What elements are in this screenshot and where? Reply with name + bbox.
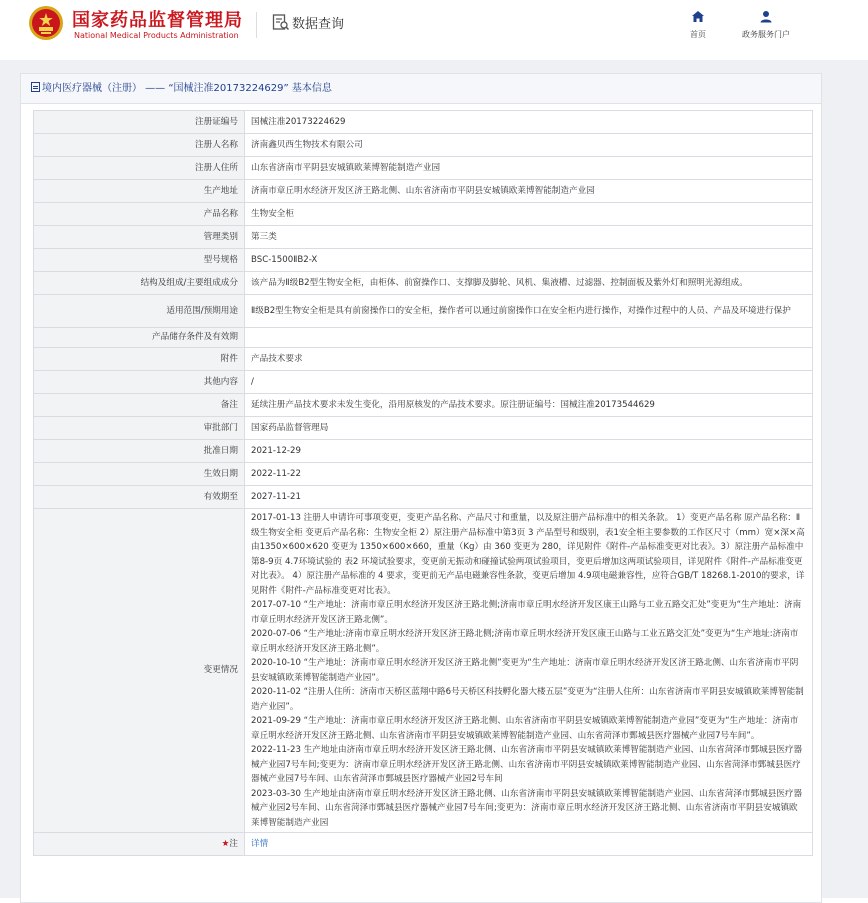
nav-home-label: 首页 — [690, 30, 706, 39]
row-value: 第三类 — [245, 226, 813, 249]
row-value: 产品技术要求 — [245, 348, 813, 371]
row-value: Ⅱ级B2型生物安全柜是具有前窗操作口的安全柜，操作者可以通过前窗操作口在安全柜内进行操作，对操作过程中的人员、产品及环境进行保护 — [245, 295, 813, 328]
row-label: 变更情况 — [34, 509, 245, 833]
row-value: 2021-12-29 — [245, 440, 813, 463]
row-label: 附件 — [34, 348, 245, 371]
row-label: 生产地址 — [34, 180, 245, 203]
row-label: 注册人名称 — [34, 134, 245, 157]
note-label: 注 — [229, 838, 238, 849]
emblem-logo-icon — [28, 5, 64, 41]
table-row — [34, 328, 813, 348]
row-label: 有效期至 — [34, 486, 245, 509]
site-header — [0, 0, 868, 60]
details-link[interactable]: 详情 — [251, 838, 269, 849]
table-row — [34, 295, 813, 328]
row-value: 济南鑫贝西生物技术有限公司 — [245, 134, 813, 157]
change-entry: 2020-07-06 “生产地址:济南市章丘明水经济开发区济王路北侧;济南市章丘明水经济开发区康王山路与工业五路交汇处”变更为“生产地址:济南市章丘明水经济开发区济王路北侧”。 — [251, 629, 799, 654]
table-row — [34, 348, 813, 371]
row-label: 产品储存条件及有效期 — [34, 328, 245, 348]
brand-name-cn: 国家药品监督管理局 — [72, 10, 243, 31]
table-row — [34, 371, 813, 394]
row-value: / — [245, 371, 813, 394]
row-value: BSC-1500ⅡB2-X — [245, 249, 813, 272]
row-label: 其他内容 — [34, 371, 245, 394]
change-entry: 2023-03-30 生产地址由济南市章丘明水经济开发区济王路北侧、山东省济南市平阴县安城镇欧莱博智能制造产业园、山东省菏泽市鄄城县医疗器械产业园2号车间、山东省菏泽市鄄城县医疗器械产业园7号车间;变更为：济南市章丘明水经济开发区济王路北侧、山东省济南市平阴县安城镇欧莱博智能制造产业园 — [251, 788, 803, 828]
row-value: 济南市章丘明水经济开发区济王路北侧、山东省济南市平阴县安城镇欧莱博智能制造产业园 — [245, 180, 813, 203]
change-entry: 2022-11-23 生产地址由济南市章丘明水经济开发区济王路北侧、山东省济南市平阴县安城镇欧莱博智能制造产业园、山东省菏泽市鄄城县医疗器械产业园7号车间;变更为：济南市章丘明水经济开发区济王路北侧、山东省济南市平阴县安城镇欧莱博智能制造产业园、山东省菏泽市鄄城县医疗器械产业园7号车间、山东省菏泽市鄄城县医疗器械产业园2号车间 — [251, 745, 803, 784]
panel-header — [21, 74, 821, 104]
nav-service-portal[interactable] — [730, 10, 802, 40]
header-divider — [256, 12, 257, 38]
change-entry: 2020-11-02 “注册人住所：济南市天桥区蓝翔中路6号天桥区科技孵化器大楼五层”变更为“注册人住所：山东省济南市平阴县安城镇欧莱博智能制造产业园”。 — [251, 687, 804, 712]
row-label: 生效日期 — [34, 463, 245, 486]
table-row-changes — [34, 509, 813, 833]
row-value: 2027-11-21 — [245, 486, 813, 509]
change-entry: 2017-07-10 “生产地址：济南市章丘明水经济开发区济王路北侧;济南市章丘明水经济开发区康王山路与工业五路交汇处”变更为“生产地址：济南市章丘明水经济开发区济王路北侧”。 — [251, 600, 802, 625]
row-value — [245, 833, 813, 856]
row-label — [34, 833, 245, 856]
row-label: 产品名称 — [34, 203, 245, 226]
detail-panel — [20, 73, 822, 903]
row-value: 2022-11-22 — [245, 463, 813, 486]
user-icon — [759, 10, 773, 23]
row-label: 结构及组成/主要组成成分 — [34, 272, 245, 295]
row-value: 延续注册产品技术要求未发生变化，沿用原核发的产品技术要求。原注册证编号：国械注准20173544629 — [245, 394, 813, 417]
data-query-icon — [272, 13, 290, 31]
table-row — [34, 203, 813, 226]
document-icon — [31, 82, 40, 92]
table-row — [34, 249, 813, 272]
changes-value — [245, 509, 813, 833]
table-row — [34, 180, 813, 203]
change-entry: 2020-10-10 “生产地址：济南市章丘明水经济开发区济王路北侧”变更为“生产地址：济南市章丘明水经济开发区济王路北侧、山东省济南市平阴县安城镇欧莱博智能制造产业园”。 — [251, 658, 799, 683]
star-icon: ★ — [221, 838, 230, 849]
table-row — [34, 486, 813, 509]
row-value: 生物安全柜 — [245, 203, 813, 226]
table-row — [34, 226, 813, 249]
row-label: 注册人住所 — [34, 157, 245, 180]
table-row — [34, 463, 813, 486]
row-label: 批准日期 — [34, 440, 245, 463]
table-row — [34, 440, 813, 463]
row-value: 该产品为Ⅱ级B2型生物安全柜，由柜体、前窗操作口、支撑脚及脚轮、风机、集液槽、过滤器、控制面板及紫外灯和照明光源组成。 — [245, 272, 813, 295]
info-table — [33, 110, 813, 856]
data-query-label[interactable]: 数据查询 — [292, 17, 345, 32]
table-row — [34, 417, 813, 440]
panel-title: 境内医疗器械（注册） —— “国械注准20173224629” 基本信息 — [42, 83, 332, 94]
row-value: 山东省济南市平阴县安城镇欧莱博智能制造产业园 — [245, 157, 813, 180]
home-icon — [691, 10, 705, 23]
brand-name-en: National Medical Products Administration — [74, 31, 239, 40]
change-entry: 2021-09-29 “生产地址：济南市章丘明水经济开发区济王路北侧、山东省济南市平阴县安城镇欧莱博智能制造产业园”变更为“生产地址：济南市章丘明水经济开发区济王路北侧、山东省济南市平阴县安城镇欧莱博智能制造产业园、山东省菏泽市鄄城县医疗器械产业园7号车间”。 — [251, 716, 799, 741]
nav-portal-label: 政务服务门户 — [742, 30, 790, 39]
table-row — [34, 394, 813, 417]
table-row — [34, 111, 813, 134]
row-label: 适用范围/预期用途 — [34, 295, 245, 328]
table-row-note — [34, 833, 813, 856]
change-entry: 2017-01-13 注册人申请许可事项变更，变更产品名称、产品尺寸和重量，以及原注册产品标准中的相关条款。 1）变更产品名称 原产品名称：Ⅱ级生物安全柜 变更后产品名称：生物安全柜 2）原注册产品标准中第3页 3 产品型号和级别，表1安全柜主要参数的工作区尺寸（mm）宽×深×高由1350×600×620 变更为 1350×600×660，重量（Kg）由 360 变更为 280，详见附件《附件-产品标准变更对比表》。3）原注册产品标准中第8-9页 4.7环境试验的 表2 环境试验要求，变更前无振动和碰撞试验两项试验项目，变更后增加这两项试验项目，详见附件《附件-产品标准变更对比表》。 4）原注册产品标准的 4 要求，变更前无产品电磁兼容性条款，变更后增加 4.9项电磁兼容性，应符合GB/T 18268.1-2010的要求，详见附件《附件-产品标准变更对比表》。 — [251, 513, 805, 596]
nav-home[interactable] — [680, 10, 716, 40]
table-row — [34, 157, 813, 180]
table-row — [34, 272, 813, 295]
row-label: 管理类别 — [34, 226, 245, 249]
table-row — [34, 134, 813, 157]
row-label: 注册证编号 — [34, 111, 245, 134]
row-value: 国家药品监督管理局 — [245, 417, 813, 440]
row-value: 国械注准20173224629 — [245, 111, 813, 134]
row-label: 审批部门 — [34, 417, 245, 440]
row-value — [245, 328, 813, 348]
row-label: 备注 — [34, 394, 245, 417]
row-label: 型号规格 — [34, 249, 245, 272]
